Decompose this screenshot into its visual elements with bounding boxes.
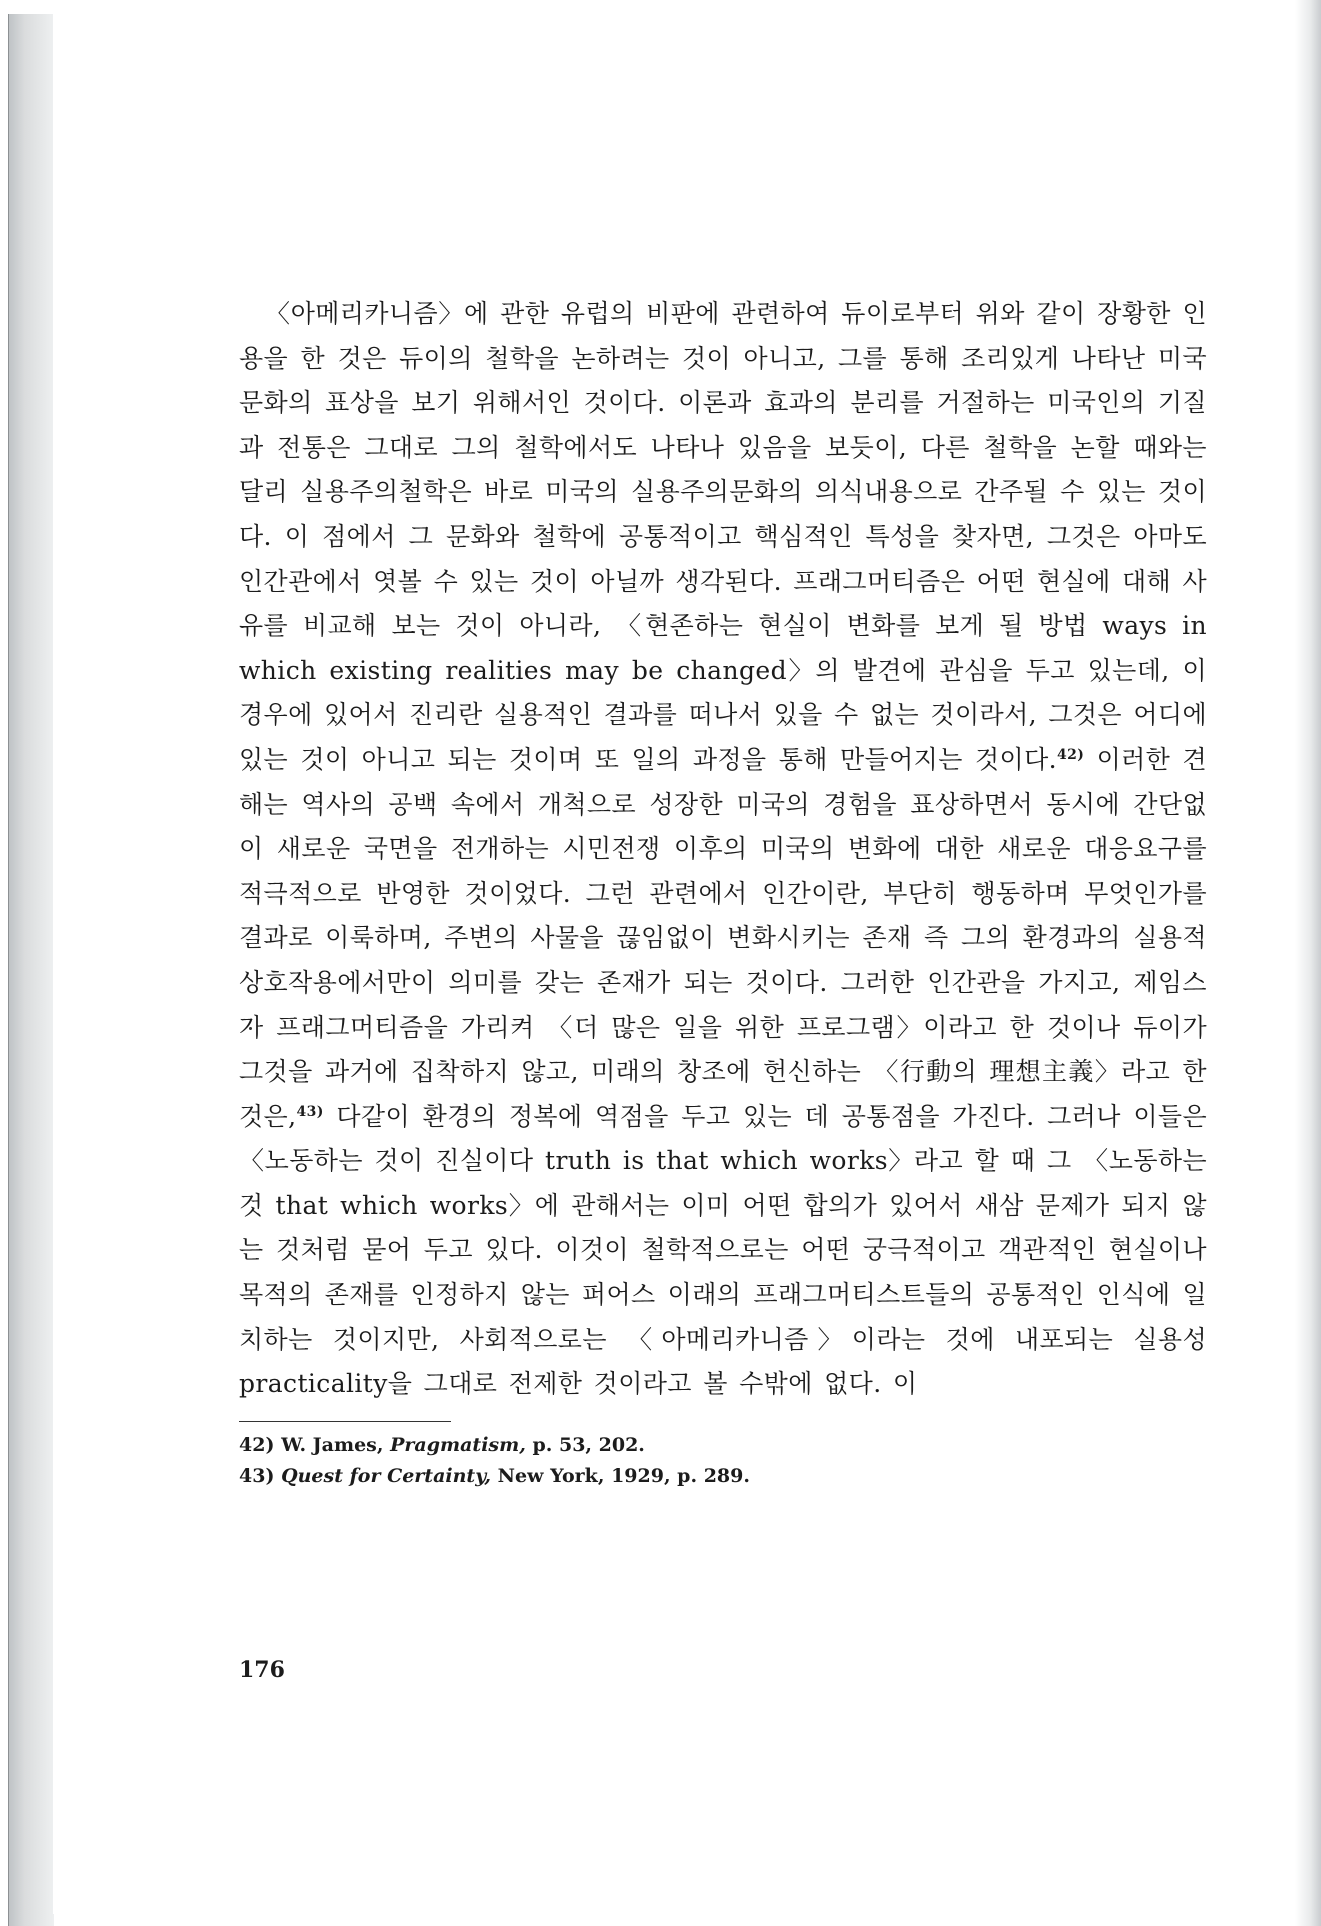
book-page bbox=[53, 14, 1291, 1914]
book-edge-left bbox=[8, 14, 54, 1926]
footnote-42 bbox=[239, 1430, 1207, 1461]
paragraph-part-1: 〈아메리카니즘〉에 관한 유럽의 비판에 관련하여 듀이로부터 위와 같이 장황한 인용을 한 것은 듀이의 철학을 논하려는 것이 아니고, 그를 통해 조리있게 나타난 미국문화의 표상을 보기 위해서인 것이다. 이론과 효과의 분리를 거절하는 미국인의 기질과 전통은 그대로 그의 철학에서도 나타나 있음을 보듯이, 다른 철학을 논할 때와는 달리 실용주의철학은 바로 미국의 실용주의문화의 의식내용으로 간주될 수 있는 것이다. 이 점에서 그 문화와 철학에 공통적이고 핵심적인 특성을 찾자면, 그것은 아마도 인간관에서 엿볼 수 있는 것이 아닐까 생각된다. 프래그머티즘은 어떤 현실에 대해 사유를 비교해 보는 것이 아니라, 〈현존하는 현실이 변화를 보게 될 방법 ways in which existing realities may be changed〉의 발견에 관심을 두고 있는데, 이 경우에 있어서 진리란 실용적인 결과를 떠나서 있을 수 없는 것이라서, 그것은 어디에 있는 것이 아니고 되는 것이며 또 일의 과정을 통해 만들어지는 것이다. bbox=[239, 299, 1207, 774]
book-edge-right bbox=[1295, 0, 1321, 1926]
page-content bbox=[239, 292, 1207, 1492]
footnote-rest: New York, 1929, p. 289. bbox=[497, 1464, 750, 1487]
footnotes bbox=[239, 1430, 1207, 1492]
main-paragraph bbox=[239, 292, 1207, 1407]
footnote-rest: p. 53, 202. bbox=[532, 1433, 645, 1456]
footnote-title: Pragmatism, bbox=[390, 1433, 526, 1456]
paragraph-part-3: 다같이 환경의 정복에 역점을 두고 있는 데 공통점을 가진다. 그러나 이들은 〈노동하는 것이 진실이다 truth is that which works〉라고 할 때 그 〈노동하는 것 that which works〉에 관해서는 이미 어떤 합의가 있어서 새삼 문제가 되지 않는 것처럼 묻어 두고 있다. 이것이 철학적으로는 어떤 궁극적이고 객관적인 현실이나 목적의 존재를 인정하지 않는 퍼어스 이래의 프래그머티스트들의 공통적인 인식에 일치하는 것이지만, 사회적으로는 〈아메리카니즘〉이라는 것에 내포되는 실용성 practicality을 그대로 전제한 것이라고 볼 수밖에 없다. 이 bbox=[239, 1101, 1207, 1399]
footnote-ref-43: 43) bbox=[296, 1103, 324, 1120]
page-number: 176 bbox=[239, 1657, 285, 1683]
footnote-divider bbox=[239, 1421, 451, 1422]
footnote-author: W. James, bbox=[281, 1433, 384, 1456]
footnote-number: 43) bbox=[239, 1464, 275, 1487]
footnote-title: Quest for Certainty, bbox=[281, 1464, 492, 1487]
footnote-ref-42: 42) bbox=[1057, 746, 1085, 763]
footnote-number: 42) bbox=[239, 1433, 275, 1456]
footnote-43 bbox=[239, 1461, 1207, 1492]
paragraph-part-2: 이러한 견해는 역사의 공백 속에서 개척으로 성장한 미국의 경험을 표상하면서 동시에 간단없이 새로운 국면을 전개하는 시민전쟁 이후의 미국의 변화에 대한 새로운 대응요구를 적극적으로 반영한 것이었다. 그런 관련에서 인간이란, 부단히 행동하며 무엇인가를 결과로 이룩하며, 주변의 사물을 끊임없이 변화시키는 존재 즉 그의 환경과의 실용적 상호작용에서만이 의미를 갖는 존재가 되는 것이다. 그러한 인간관을 가지고, 제임스가 프래그머티즘을 가리켜 〈더 많은 일을 위한 프로그램〉이라고 한 것이나 듀이가 그것을 과거에 집착하지 않고, 미래의 창조에 헌신하는 〈行動의 理想主義〉라고 한 것은, bbox=[239, 744, 1207, 1131]
